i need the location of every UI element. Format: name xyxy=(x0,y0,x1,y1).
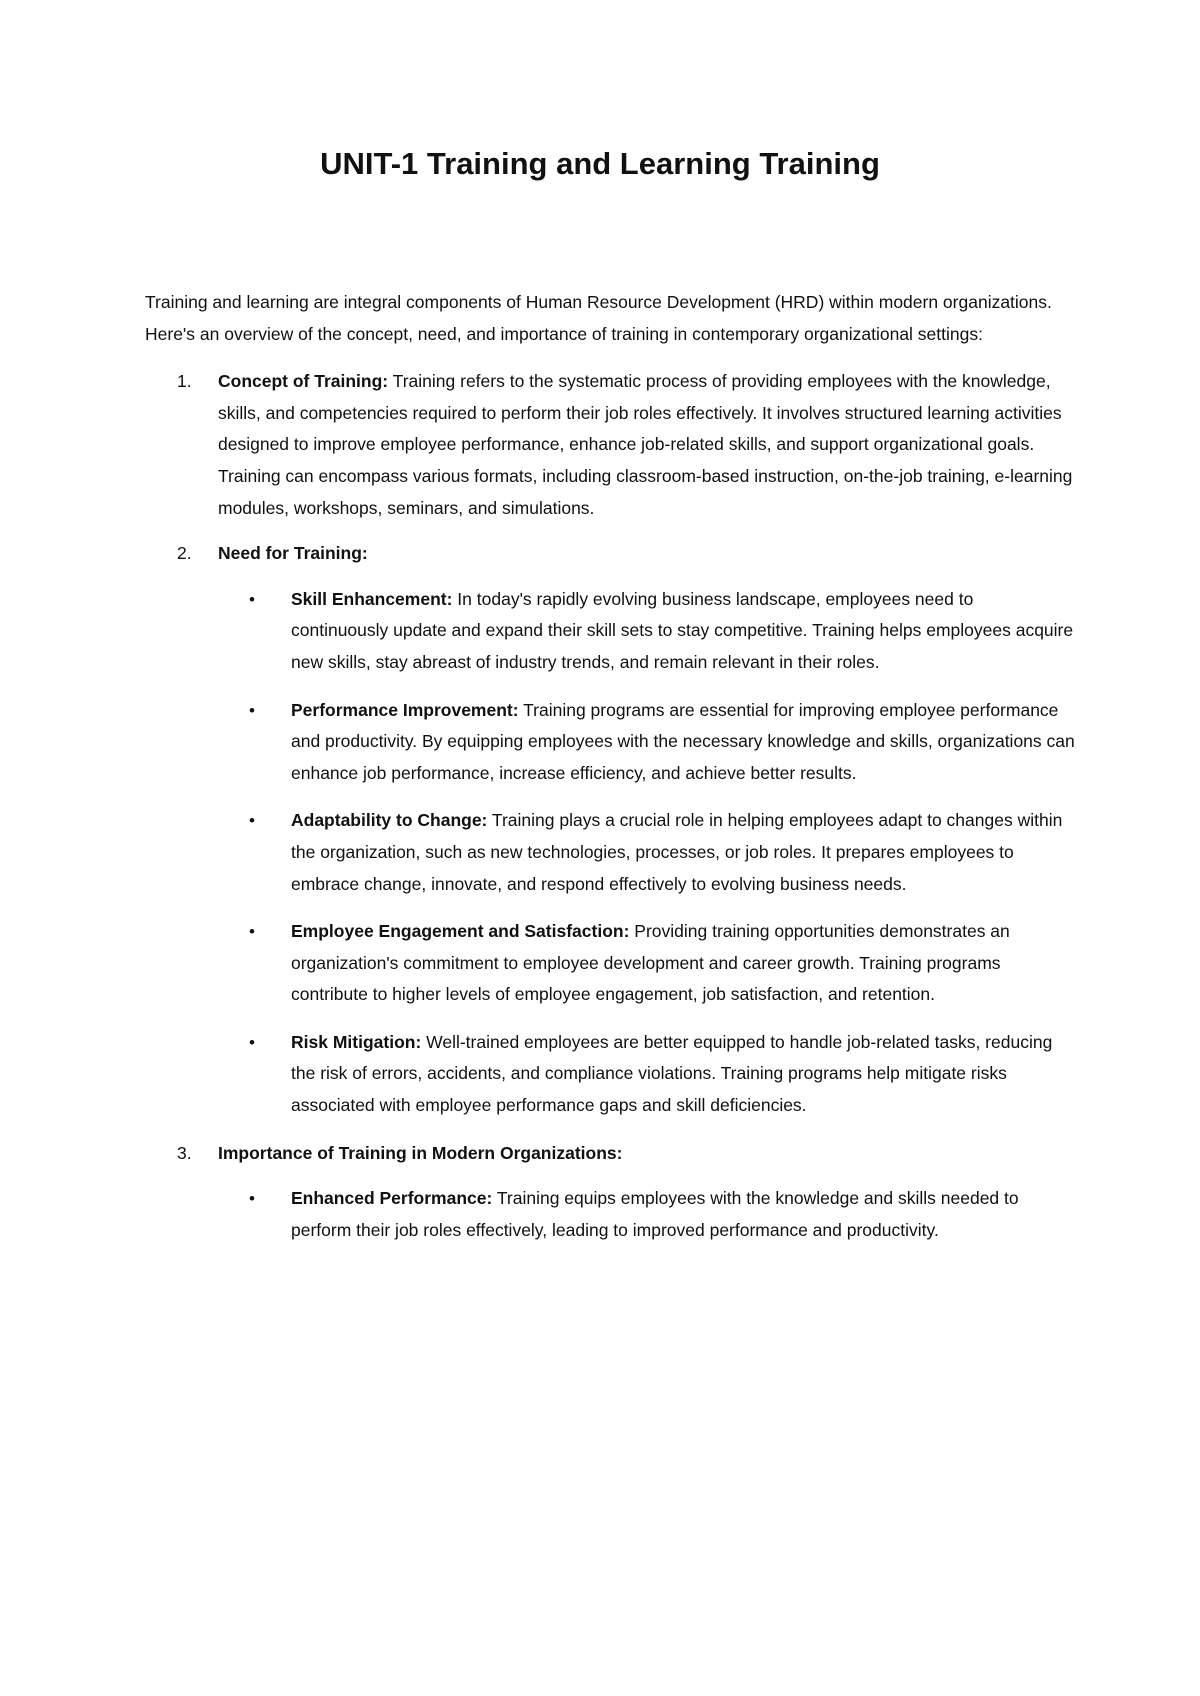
item-text: Training programs are essential for improving employee performance and productivity. By equipping employees with the necessary knowledge and skills, organizations can enhance job performance, increase efficiency, and achieve better results. xyxy=(291,699,1075,783)
list-item xyxy=(218,584,1075,679)
list-number: 2. xyxy=(177,543,192,564)
item-text: Well-trained employees are better equipped to handle job-related tasks, reducing the risk of errors, accidents, and compliance violations. Training programs help mitigate risks associated with employee performance gaps and skill deficiencies. xyxy=(291,1031,1053,1116)
section-need-for-training xyxy=(145,538,1075,1122)
list-number: 1. xyxy=(177,371,192,392)
item-text: Providing training opportunities demonstrates an organization's commitment to employee development and career growth. Training programs contribute to higher levels of employee engagement, job satisfaction, and retention. xyxy=(291,921,1010,1005)
item-term: Enhanced Performance: xyxy=(291,1188,493,1209)
list-item xyxy=(218,1027,1075,1122)
item-text: Training plays a crucial role in helping employees adapt to changes within the organization, such as new technologies, processes, or job roles. It prepares employees to embrace change, innovate, and respond effectively to evolving business needs. xyxy=(291,810,1063,894)
intro-paragraph: Training and learning are integral components of Human Resource Development (HRD) within modern organizations. Here's an overview of the concept, need, and importance of training in contemporary organizational settings: xyxy=(145,292,1052,344)
list-number: 3. xyxy=(177,1142,192,1163)
importance-bullet-list xyxy=(218,1183,1075,1246)
document-body xyxy=(145,287,1075,1262)
page-title: UNIT-1 Training and Learning Training xyxy=(320,146,880,181)
section-paragraph xyxy=(218,538,1075,570)
item-text: Training equips employees with the knowledge and skills needed to perform their job roles effectively, leading to improved performance and productivity. xyxy=(291,1188,1019,1240)
section-heading: Importance of Training in Modern Organizations: xyxy=(218,1142,623,1163)
need-bullet-list xyxy=(218,584,1075,1122)
section-concept-of-training xyxy=(145,366,1075,524)
section-importance-of-training xyxy=(145,1138,1075,1247)
main-numbered-list xyxy=(145,366,1075,1246)
bullet-icon: • xyxy=(249,700,255,720)
section-text: Training refers to the systematic process of providing employees with the knowledge, skills, and competencies required to perform their job roles effectively. It involves structured learning activities designed to improve employee performance, enhance job-related skills, and support organizational goals. Training can encompass various formats, including classroom-based instruction, on-the-job training, e-learning modules, workshops, seminars, and simulations. xyxy=(218,371,1073,518)
item-term: Employee Engagement and Satisfaction: xyxy=(291,921,630,942)
bullet-icon: • xyxy=(249,811,255,831)
section-heading: Need for Training: xyxy=(218,543,368,564)
bullet-icon: • xyxy=(249,1032,255,1052)
bullet-icon: • xyxy=(249,922,255,942)
section-heading: Concept of Training: xyxy=(218,371,389,392)
list-item xyxy=(218,916,1075,1011)
item-term: Performance Improvement: xyxy=(291,699,519,720)
section-paragraph xyxy=(218,366,1075,524)
item-term: Adaptability to Change: xyxy=(291,810,488,831)
list-item xyxy=(218,805,1075,900)
item-term: Skill Enhancement: xyxy=(291,588,453,609)
bullet-icon: • xyxy=(249,589,255,609)
item-text: In today's rapidly evolving business landscape, employees need to continuously update and expand their skill sets to stay competitive. Training helps employees acquire new skills, stay abreast of industry trends, and remain relevant in their roles. xyxy=(291,588,1074,672)
item-term: Risk Mitigation: xyxy=(291,1031,422,1052)
list-item xyxy=(218,1183,1075,1246)
list-item xyxy=(218,695,1075,790)
bullet-icon: • xyxy=(249,1189,255,1209)
section-paragraph xyxy=(218,1138,1075,1170)
